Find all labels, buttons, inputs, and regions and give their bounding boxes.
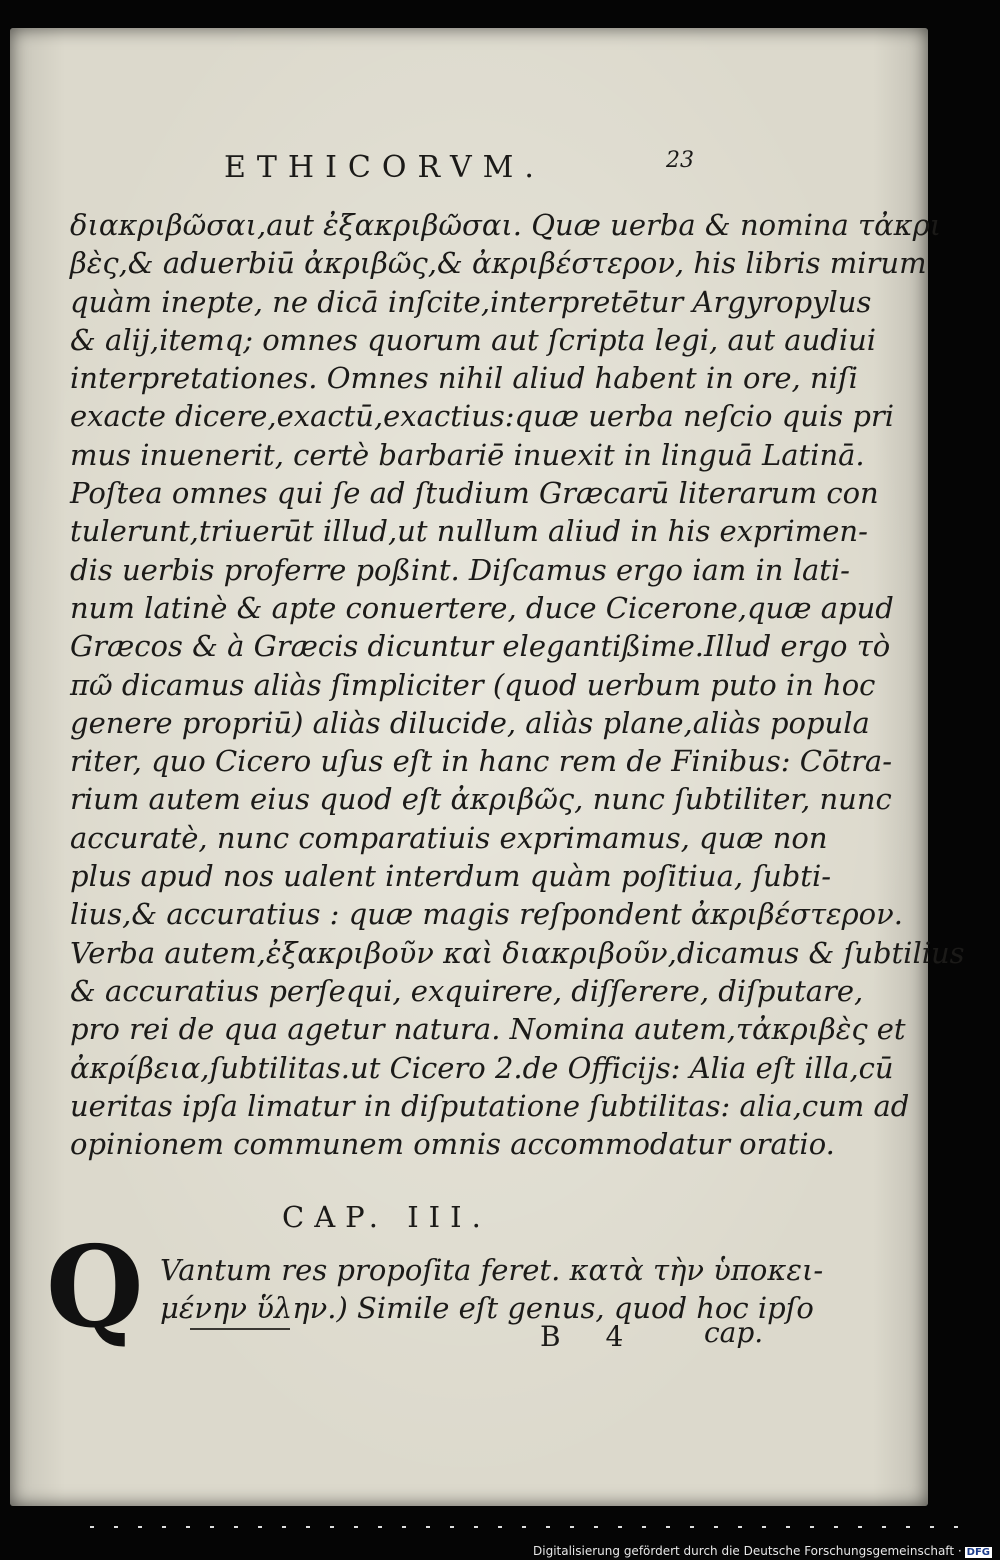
text-line: & accuratius perſequi, exquirere, diſſerere, diſputare, (70, 973, 864, 1008)
chapter-text (160, 1250, 824, 1327)
text-line: dis uerbis proferre poßint. Diſcamus ergo iam in lati- (70, 552, 850, 587)
book-page (10, 28, 965, 1506)
drop-capital: Q (46, 1222, 144, 1353)
text-line: lius,& accuratius : quæ magis reſpondent ἀκριβέστερον. (70, 897, 903, 932)
dotted-border (90, 1526, 970, 1528)
text-line: num latinè & apte conuertere, duce Cicerone,quæ apud (70, 590, 894, 625)
text-line: interpretationes. Omnes nihil aliud habent in ore, niſi (70, 361, 858, 396)
footer-credit (533, 1544, 992, 1558)
text-line: plus apud nos ualent interdum quàm poſitiua, ſubti- (70, 859, 832, 894)
text-line: pro rei de qua agetur natura. Nomina autem,τἀκριβὲς et (70, 1012, 906, 1047)
text-line: genere propriū) aliàs dilucide, aliàs plane,aliàs popula (70, 705, 870, 740)
text-line: accuratè, nunc comparatiuis exprimamus, quæ non (70, 820, 828, 855)
text-line: διακριβῶσαι,aut ἐξακριβῶσαι. Quæ uerba & nomina τἀκρι (70, 208, 942, 242)
text-line: opinionem communem omnis accommodatur oratio. (70, 1127, 835, 1162)
running-head: ETHICORVM. (224, 150, 545, 185)
catchword: cap. (704, 1316, 764, 1349)
dfg-logo-icon: DFG (966, 1547, 990, 1558)
text-line: Poſtea omnes qui ſe ad ſtudium Græcarū literarum con (70, 476, 879, 511)
text-line: rium autem eius quod eſt ἀκριβῶς, nunc ſubtiliter, nunc (70, 782, 892, 817)
body-text (70, 206, 965, 1163)
chapter-line: Vantum res propoſita feret. κατὰ τὴν ὑποκει- (160, 1253, 824, 1287)
text-line: Græcos & à Græcis dicuntur elegantißime.Illud ergo τὸ (70, 629, 891, 664)
text-line: πῶ dicamus aliàs ſimpliciter (quod uerbum puto in hoc (70, 667, 876, 702)
text-line: mus inuenerit, certè barbariē inuexit in linguā Latinā. (70, 437, 865, 472)
chapter-heading: CAP. III. (282, 1200, 491, 1234)
signature-mark: B 4 (540, 1320, 642, 1353)
text-line: Verba autem,ἐξακριβοῦν καὶ διακριβοῦν,dicamus & ſubtilius (70, 935, 965, 970)
page-number: 23 (666, 148, 694, 173)
chapter-line: μένην ὕλην.) Simile eſt genus, quod hoc ipſo (160, 1291, 814, 1326)
rule-line (190, 1328, 290, 1330)
text-line: βὲς,& aduerbiū ἀκριβῶς,& ἀκριβέστερον, his libris mirum (70, 246, 927, 281)
credit-text: Digitalisierung gefördert durch die Deutsche Forschungsgemeinschaft · (533, 1544, 962, 1558)
text-line: quàm inepte, ne dicā inſcite,interpretētur Argyropylus (70, 284, 872, 319)
text-line: tulerunt,triuerūt illud,ut nullum aliud in his exprimen- (70, 514, 868, 549)
text-line: riter, quo Cicero uſus eſt in hanc rem de Finibus: Cōtra- (70, 744, 893, 779)
text-line: ἀκρίβεια,ſubtilitas.ut Cicero 2.de Officijs: Alia eſt illa,cū (70, 1050, 894, 1085)
text-line: ueritas ipſa limatur in diſputatione ſubtilitas: alia,cum ad (70, 1088, 910, 1123)
text-line: exacte dicere,exactū,exactius:quæ uerba neſcio quis pri (70, 399, 895, 434)
text-line: & alij,itemq; omnes quorum aut ſcripta legi, aut audiui (70, 322, 877, 357)
